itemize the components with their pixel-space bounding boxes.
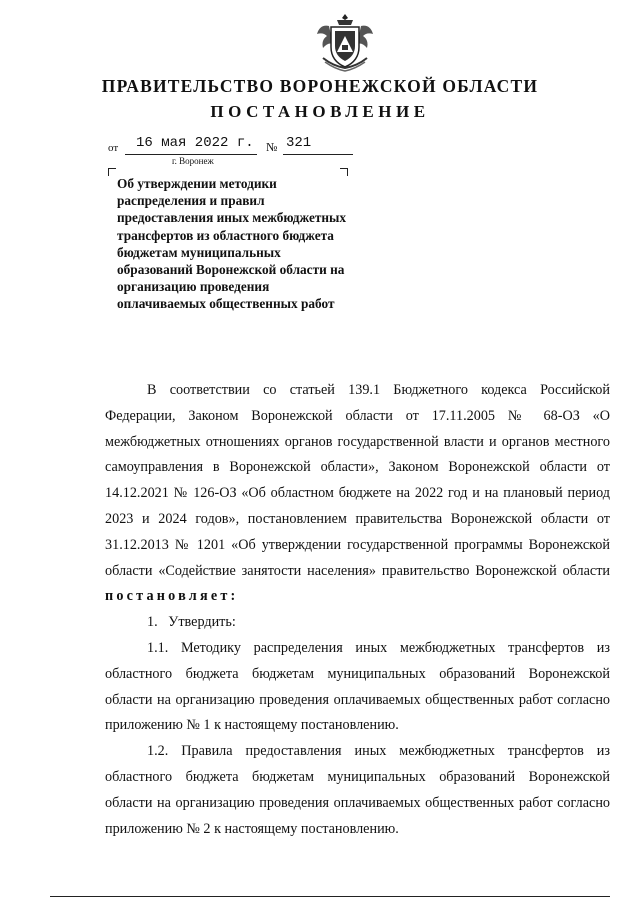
- item-1-2: 1.2. Правила предоставления иных межбюджетных трансфертов из областного бюджета бюджетам муниципальных образований Воронежской области на организацию проведения оплачиваемых общественных работ согласно приложению № 2 к настоящему постановлению.: [105, 743, 610, 837]
- date-prefix: от: [108, 142, 119, 154]
- document-type: ПОСТАНОВЛЕНИЕ: [210, 102, 430, 121]
- item-1-1: 1.1. Методику распределения иных межбюджетных трансфертов из областного бюджета бюджетам муниципальных образований Воронежской области на организацию проведения оплачиваемых общественных работ согласно приложению № 1 к настоящему постановлению.: [105, 639, 610, 734]
- document-date: 16 мая 2022 г.: [136, 135, 254, 151]
- corner-mark-left: [108, 168, 116, 176]
- document-body: [105, 378, 610, 842]
- number-sign: №: [266, 140, 278, 154]
- document-subject: Об утверждении методики распределения и правил предоставления иных межбюджетных трансфертов из областного бюджета бюджетам муниципальных образований Воронежской области на организацию проведения оплачиваемых общественных работ: [117, 176, 347, 312]
- preamble-text: В соответствии со статьей 139.1 Бюджетного кодекса Российской Федерации, Законом Воронежской области от 17.11.2005 № 68-ОЗ «О межбюджетных отношениях органов государственной власти и органов местного самоуправления в Воронежской области», Законом Воронежской области от 14.12.2021 № 126-ОЗ «Об областном бюджете на 2022 год и на плановый период 2023 и 2024 годов», постановлением правительства Воронежской области от 31.12.2013 № 1201 «Об утверждении государственной программы Воронежской области «Содействие занятости населения» правительство Воронежской области: [105, 382, 610, 579]
- item-1: 1. Утвердить:: [147, 614, 236, 631]
- preamble-paragraph: [105, 378, 610, 610]
- document-number: 321: [286, 135, 312, 151]
- page-bottom-rule: [50, 896, 610, 897]
- city: г. Воронеж: [172, 156, 214, 166]
- resolves-word: постановляет:: [105, 588, 239, 605]
- number-underline: [283, 154, 353, 155]
- government-name: ПРАВИТЕЛЬСТВО ВОРОНЕЖСКОЙ ОБЛАСТИ: [101, 76, 539, 96]
- coat-of-arms-icon: [315, 12, 375, 74]
- date-underline: [125, 154, 257, 155]
